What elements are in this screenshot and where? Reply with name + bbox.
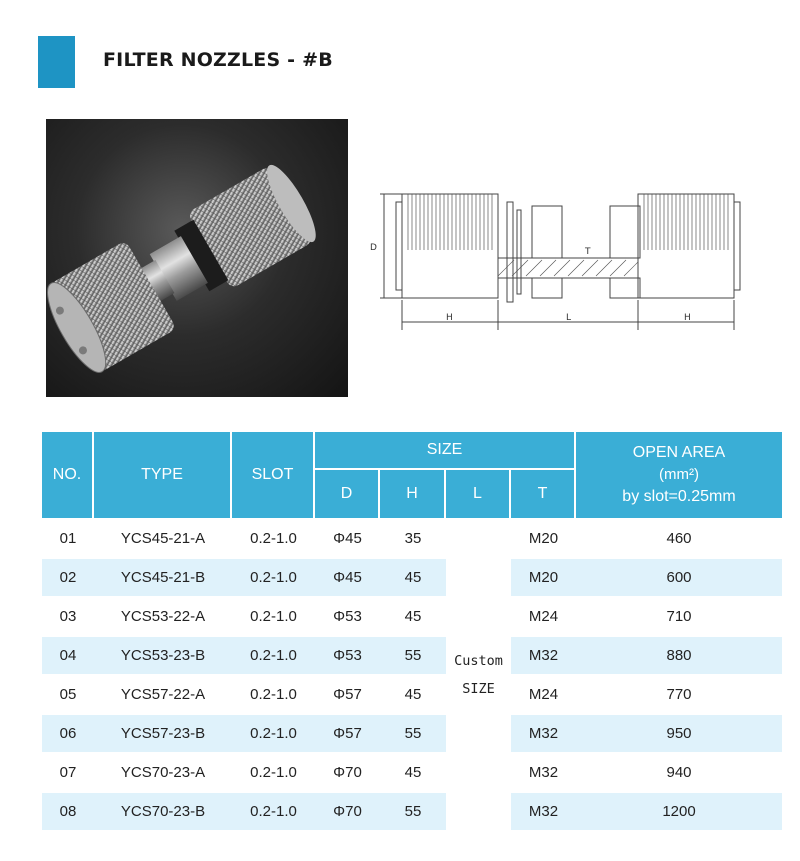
header-no: NO. [42, 432, 94, 520]
cell-t: M24 [511, 598, 576, 637]
cell-d: Φ45 [315, 559, 380, 598]
dimension-label-t: T [585, 247, 591, 257]
cell-d: Φ57 [315, 715, 380, 754]
cell-t: M32 [511, 754, 576, 793]
cell-d: Φ45 [315, 520, 380, 559]
cell-open-area: 880 [576, 637, 782, 676]
cell-no: 07 [42, 754, 94, 793]
cell-t: M32 [511, 793, 576, 832]
cell-no: 08 [42, 793, 94, 832]
cell-d: Φ53 [315, 598, 380, 637]
cell-open-area: 950 [576, 715, 782, 754]
cell-h: 45 [380, 754, 446, 793]
table-row [42, 793, 782, 832]
cell-d: Φ70 [315, 754, 380, 793]
cell-no: 06 [42, 715, 94, 754]
cell-t: M20 [511, 520, 576, 559]
cell-d: Φ70 [315, 793, 380, 832]
cell-no: 04 [42, 637, 94, 676]
open-area-note: by slot=0.25mm [622, 488, 736, 505]
cell-d: Φ53 [315, 637, 380, 676]
title-accent-bar [38, 36, 75, 88]
cell-open-area: 940 [576, 754, 782, 793]
header-type: TYPE [94, 432, 232, 520]
page-title: FILTER NOZZLES - #B [103, 49, 333, 71]
cell-slot: 0.2-1.0 [232, 715, 315, 754]
table-row [42, 715, 782, 754]
dimension-label-d: D [370, 243, 377, 253]
cell-h: 55 [380, 637, 446, 676]
custom-size-line-1: Custom [454, 653, 503, 669]
spec-table [42, 432, 782, 832]
header-size: SIZE [315, 432, 576, 470]
cell-h: 45 [380, 676, 446, 715]
cell-no: 01 [42, 520, 94, 559]
technical-drawing [362, 180, 757, 330]
cell-l-custom-size [446, 520, 511, 832]
header-slot: SLOT [232, 432, 315, 520]
cell-d: Φ57 [315, 676, 380, 715]
nozzle-dimension-drawing [362, 180, 757, 330]
cell-open-area: 710 [576, 598, 782, 637]
cell-slot: 0.2-1.0 [232, 520, 315, 559]
table-row [42, 637, 782, 676]
dimension-label-h-left: H [446, 313, 453, 323]
cell-h: 55 [380, 715, 446, 754]
cell-type: YCS70-23-B [94, 793, 232, 832]
cell-no: 03 [42, 598, 94, 637]
table-row [42, 520, 782, 559]
cell-slot: 0.2-1.0 [232, 598, 315, 637]
cell-slot: 0.2-1.0 [232, 754, 315, 793]
cell-type: YCS70-23-A [94, 754, 232, 793]
cell-open-area: 770 [576, 676, 782, 715]
table-row [42, 598, 782, 637]
header-d: D [315, 470, 380, 520]
dimension-label-l: L [566, 313, 572, 323]
cell-type: YCS45-21-B [94, 559, 232, 598]
product-photo [46, 119, 348, 397]
cell-h: 35 [380, 520, 446, 559]
cell-slot: 0.2-1.0 [232, 793, 315, 832]
cell-type: YCS57-22-A [94, 676, 232, 715]
cell-t: M24 [511, 676, 576, 715]
cell-slot: 0.2-1.0 [232, 559, 315, 598]
cell-t: M32 [511, 715, 576, 754]
table-row [42, 559, 782, 598]
cell-h: 45 [380, 598, 446, 637]
custom-size-line-2: SIZE [462, 681, 495, 697]
table-row [42, 676, 782, 715]
header-open-area [576, 432, 782, 520]
cell-type: YCS57-23-B [94, 715, 232, 754]
cell-no: 05 [42, 676, 94, 715]
cell-open-area: 1200 [576, 793, 782, 832]
header-l: L [446, 470, 511, 520]
cell-slot: 0.2-1.0 [232, 637, 315, 676]
header-t: T [511, 470, 576, 520]
cell-type: YCS53-22-A [94, 598, 232, 637]
cell-h: 45 [380, 559, 446, 598]
dimension-label-h-right: H [684, 313, 691, 323]
cell-t: M20 [511, 559, 576, 598]
open-area-unit: (mm²) [659, 466, 699, 483]
cell-slot: 0.2-1.0 [232, 676, 315, 715]
cell-h: 55 [380, 793, 446, 832]
cell-type: YCS53-23-B [94, 637, 232, 676]
cell-no: 02 [42, 559, 94, 598]
filter-nozzle-photo-image [46, 119, 348, 397]
header-h: H [380, 470, 446, 520]
cell-t: M32 [511, 637, 576, 676]
cell-open-area: 600 [576, 559, 782, 598]
cell-open-area: 460 [576, 520, 782, 559]
cell-type: YCS45-21-A [94, 520, 232, 559]
open-area-title: OPEN AREA [632, 444, 726, 461]
table-row [42, 754, 782, 793]
